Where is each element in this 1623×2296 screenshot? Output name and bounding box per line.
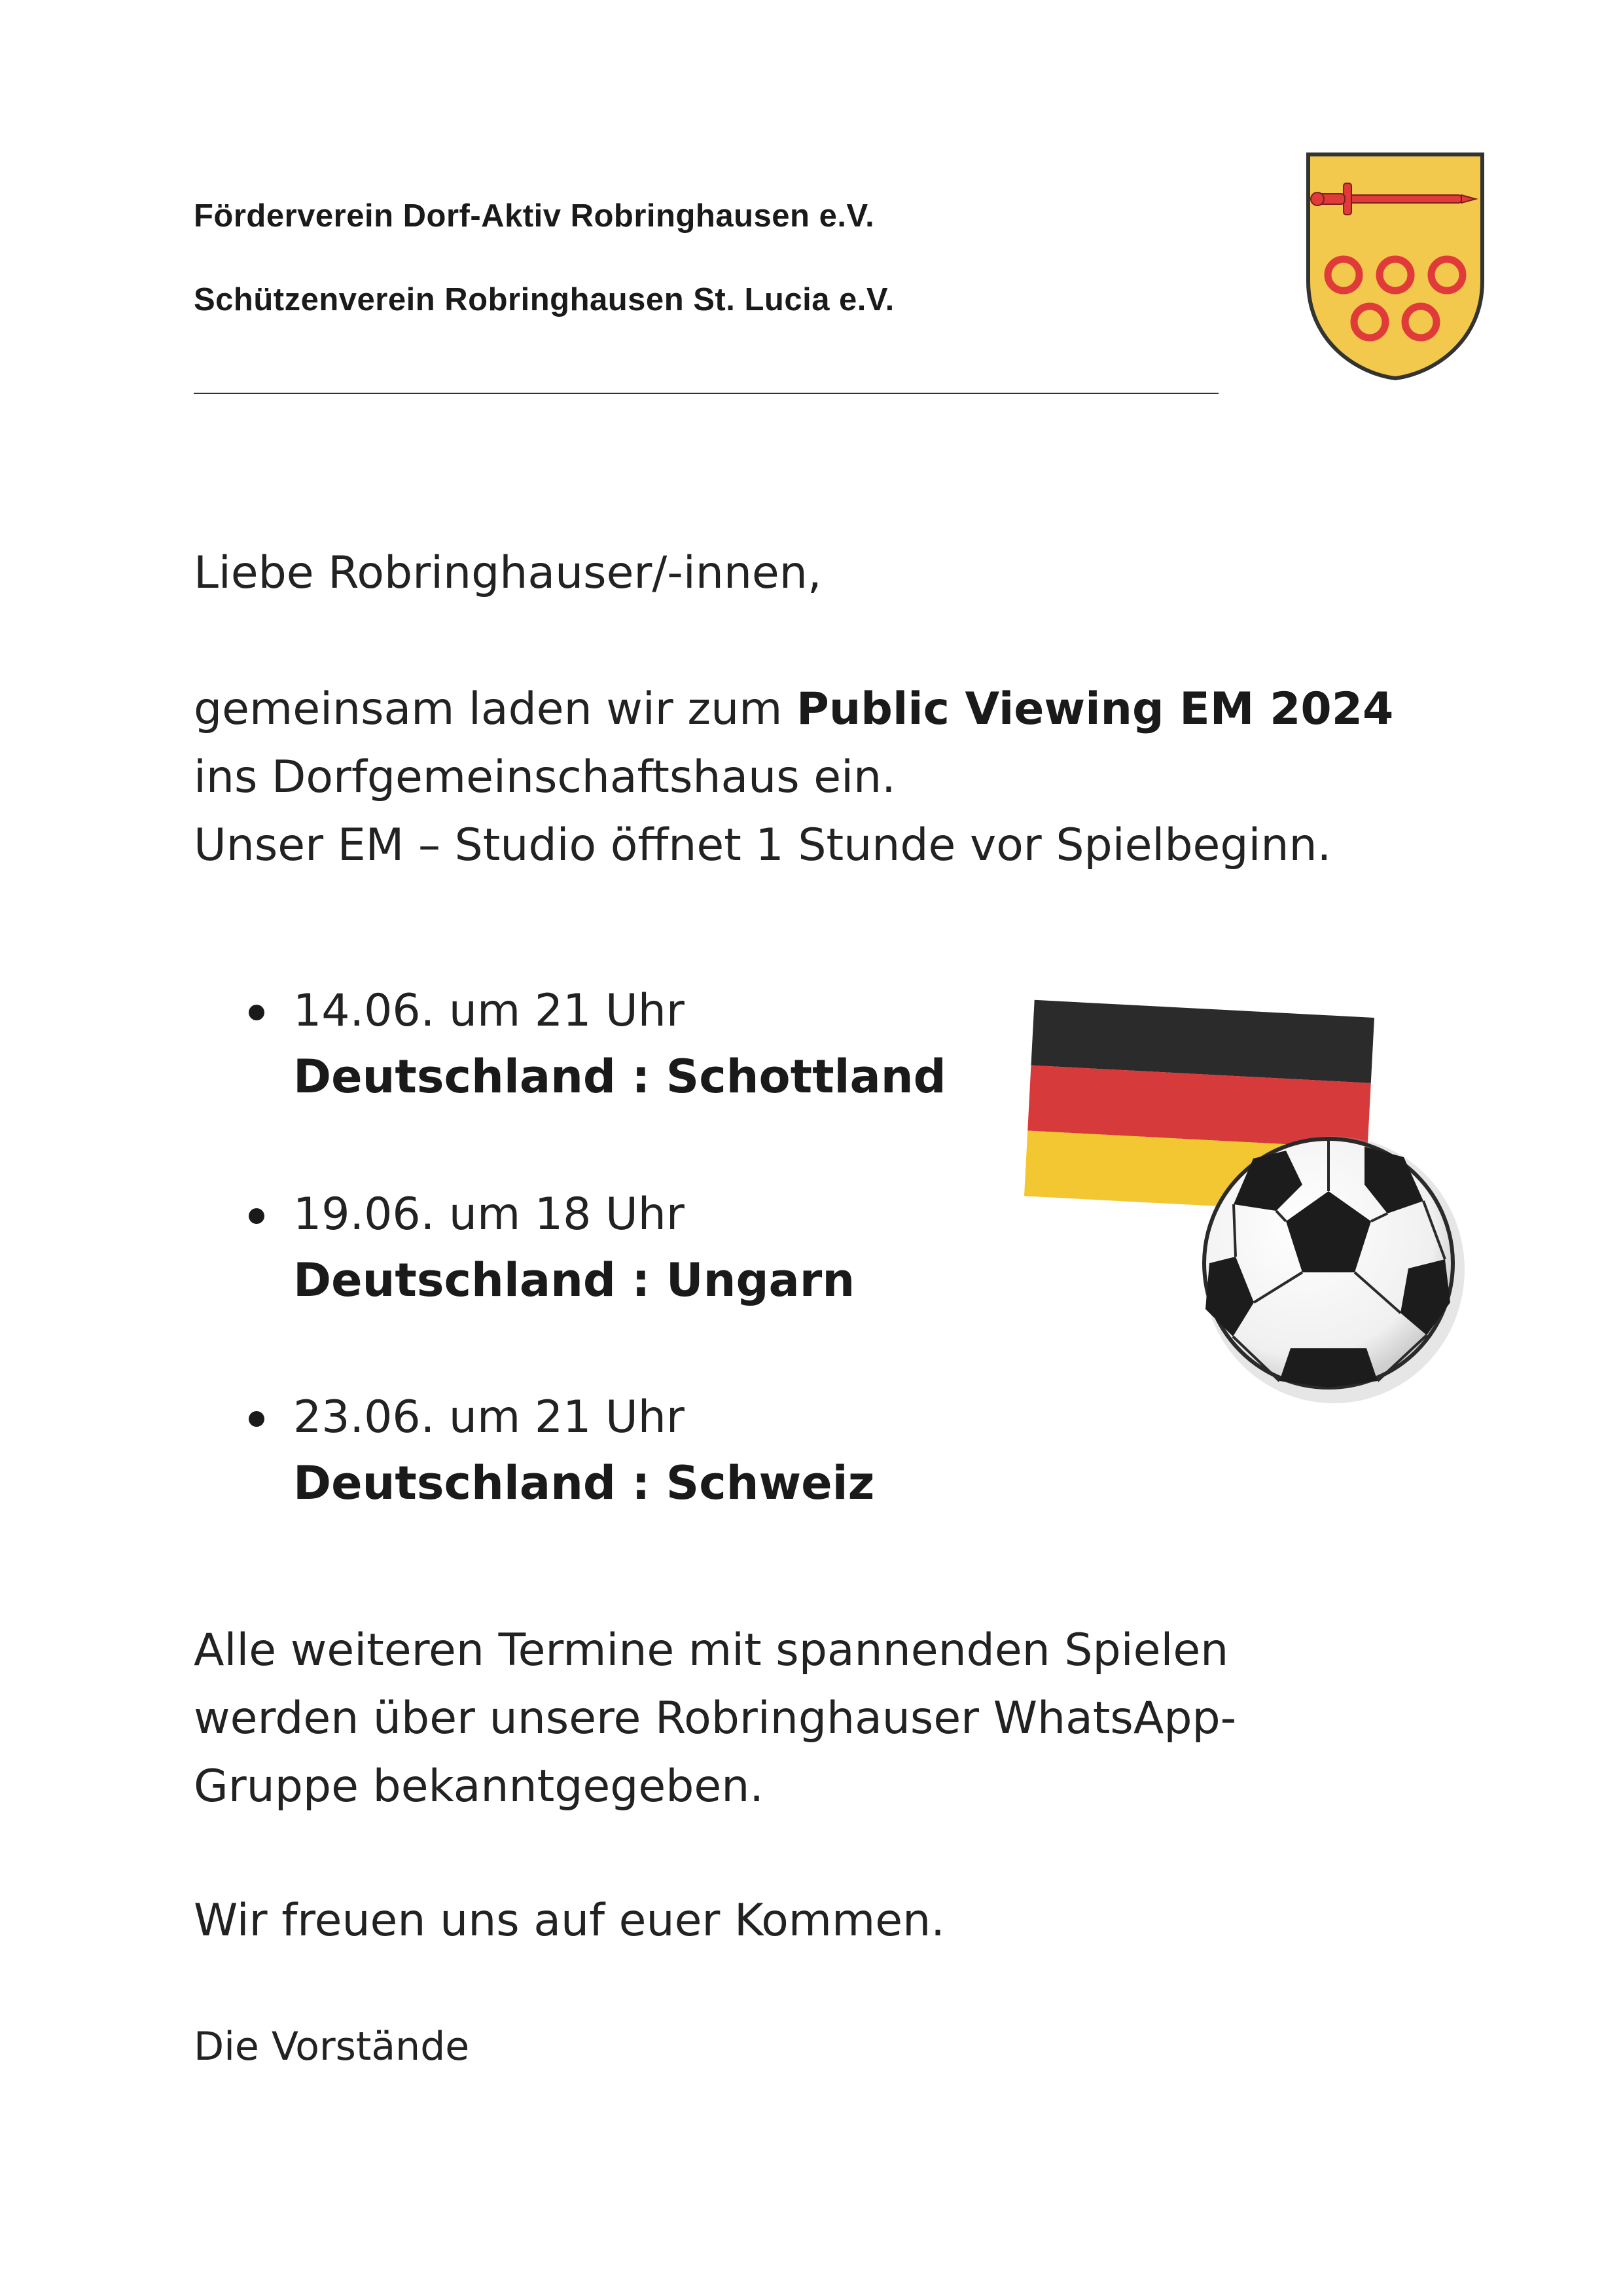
event-title: Public Viewing EM 2024 [796,683,1394,735]
bullet-icon [249,1208,264,1224]
match-teams: Deutschland : Schweiz [293,1456,875,1510]
more-line-3: Gruppe bekanntgegeben. [194,1761,764,1812]
intro-line-2: ins Dorfgemeinschaftshaus ein. [194,751,896,803]
org-name-foerderverein: Förderverein Dorf-Aktiv Robringhausen e.V. [194,198,875,234]
match-teams: Deutschland : Ungarn [293,1253,855,1307]
closing-line: Wir freuen uns auf euer Kommen. [194,1895,945,1946]
flag-and-ball-illustration [1008,995,1479,1414]
match-date: 19.06. um 18 Uhr [293,1189,685,1240]
bullet-icon [249,1005,264,1020]
intro-line-1 [194,675,1393,744]
more-info-paragraph [194,1617,1236,1821]
more-line-2: werden über unsere Robringhauser WhatsApp- [194,1693,1237,1744]
bullet-icon [249,1411,264,1427]
match-teams: Deutschland : Schottland [293,1050,946,1103]
intro-paragraph [194,675,1393,880]
more-line-1: Alle weiteren Termine mit spannenden Spielen [194,1624,1229,1676]
intro-prefix: gemeinsam laden wir zum [194,683,797,735]
signature: Die Vorstände [194,2024,470,2070]
header-divider [194,393,1219,394]
match-date: 23.06. um 21 Uhr [293,1391,685,1443]
greeting: Liebe Robringhauser/-innen, [194,547,822,599]
org-name-schuetzenverein: Schützenverein Robringhausen St. Lucia e.V. [194,282,895,317]
match-date: 14.06. um 21 Uhr [293,985,685,1037]
football-icon [1203,1136,1465,1403]
intro-line-3: Unser EM – Studio öffnet 1 Stunde vor Spielbeginn. [194,819,1332,871]
coat-of-arms-icon [1304,151,1486,381]
